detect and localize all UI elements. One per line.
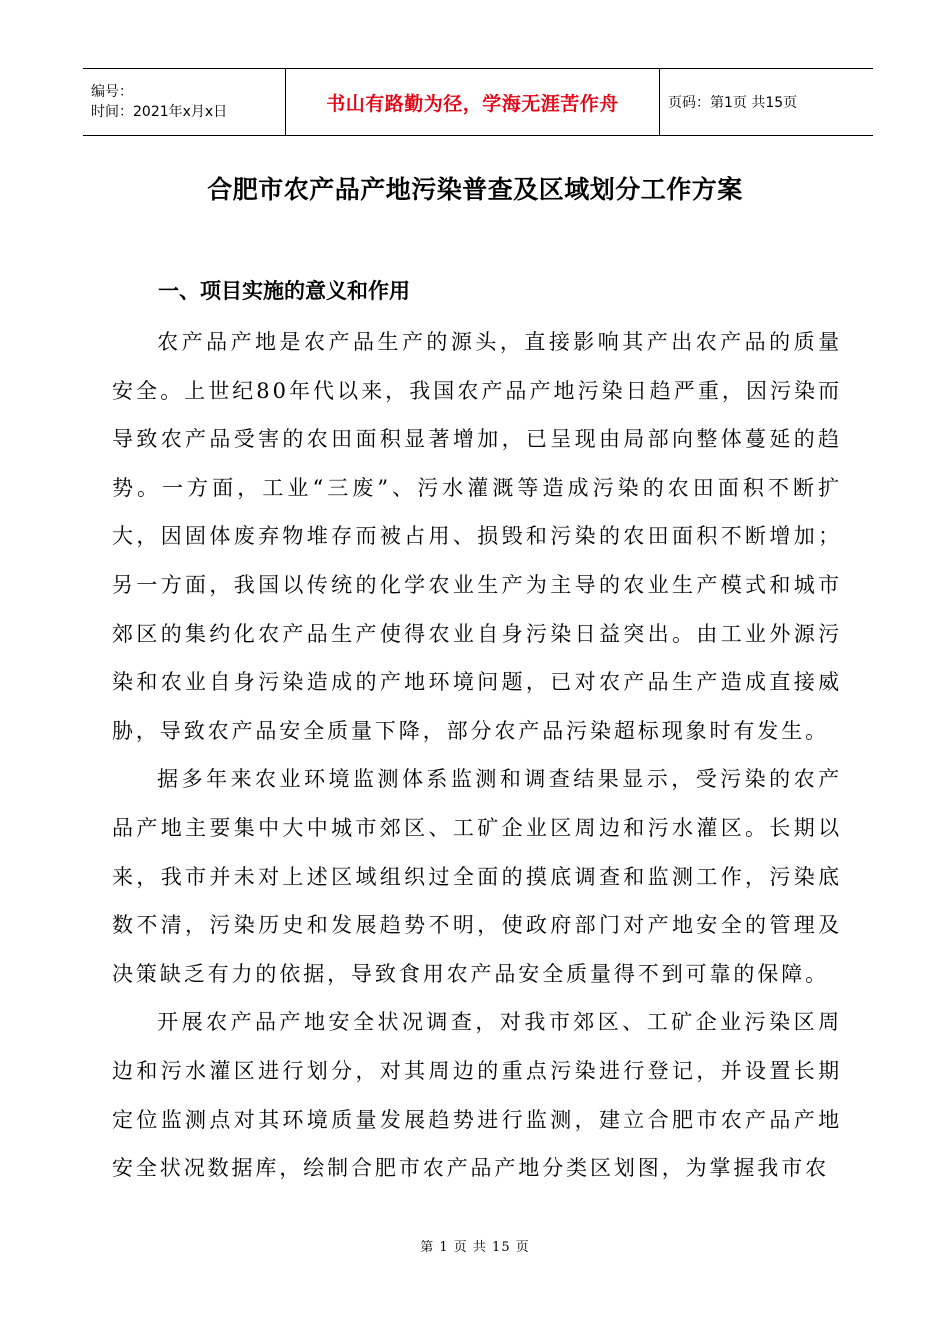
header-motto: 书山有路勤为径，学海无涯苦作舟	[326, 92, 619, 115]
page-footer: 第 1 页 共 15 页	[420, 1240, 530, 1255]
header-motto-cell	[285, 69, 660, 135]
section-heading: 一、项目实施的意义和作用	[158, 279, 410, 303]
document-title: 合肥市农产品产地污染普查及区域划分工作方案	[207, 175, 743, 204]
document-number-label: 编号：	[91, 84, 133, 100]
paragraph-2: 据多年来农业环境监测体系监测和调查结果显示，受污染的农产品产地主要集中大中城市郊区、工矿企业区周边和污水灌区。长期以来，我市并未对上述区域组织过全面的摸底调查和监测工作，污染底数不清，污染历史和发展趋势不明，使政府部门对产地安全的管理及决策缺乏有力的依据，导致食用农产品安全质量得不到可靠的保障。	[112, 767, 842, 986]
paragraph-1: 农产品产地是农产品生产的源头，直接影响其产出农产品的质量安全。上世纪80年代以来，我国农产品产地污染日趋严重，因污染而导致农产品受害的农田面积显著增加，已呈现由局部向整体蔓延的趋势。一方面，工业“三废”、污水灌溉等造成污染的农田面积不断扩大，因固体废弃物堆存而被占用、损毁和污染的农田面积不断增加；另一方面，我国以传统的化学农业生产为主导的农业生产模式和城市郊区的集约化农产品生产使得农业自身污染日益突出。由工业外源污染和农业自身污染造成的产地环境问题，已对农产品生产造成直接威胁，导致农产品安全质量下降，部分农产品污染超标现象时有发生。	[112, 330, 842, 743]
header-meta	[83, 69, 285, 135]
document-time-label: 时间：2021年x月x日	[91, 104, 228, 120]
paragraph-3: 开展农产品产地安全状况调查，对我市郊区、工矿企业污染区周边和污水灌区进行划分，对其周边的重点污染进行登记，并设置长期定位监测点对其环境质量发展趋势进行监测，建立合肥市农产品产地安全状况数据库，绘制合肥市农产品产地分类区划图，为掌握我市农	[112, 1010, 842, 1181]
header-table	[83, 68, 873, 136]
document-body	[112, 318, 842, 1193]
header-page-number: 页码：第1页 共15页	[668, 95, 798, 111]
header-page-cell	[660, 69, 873, 135]
